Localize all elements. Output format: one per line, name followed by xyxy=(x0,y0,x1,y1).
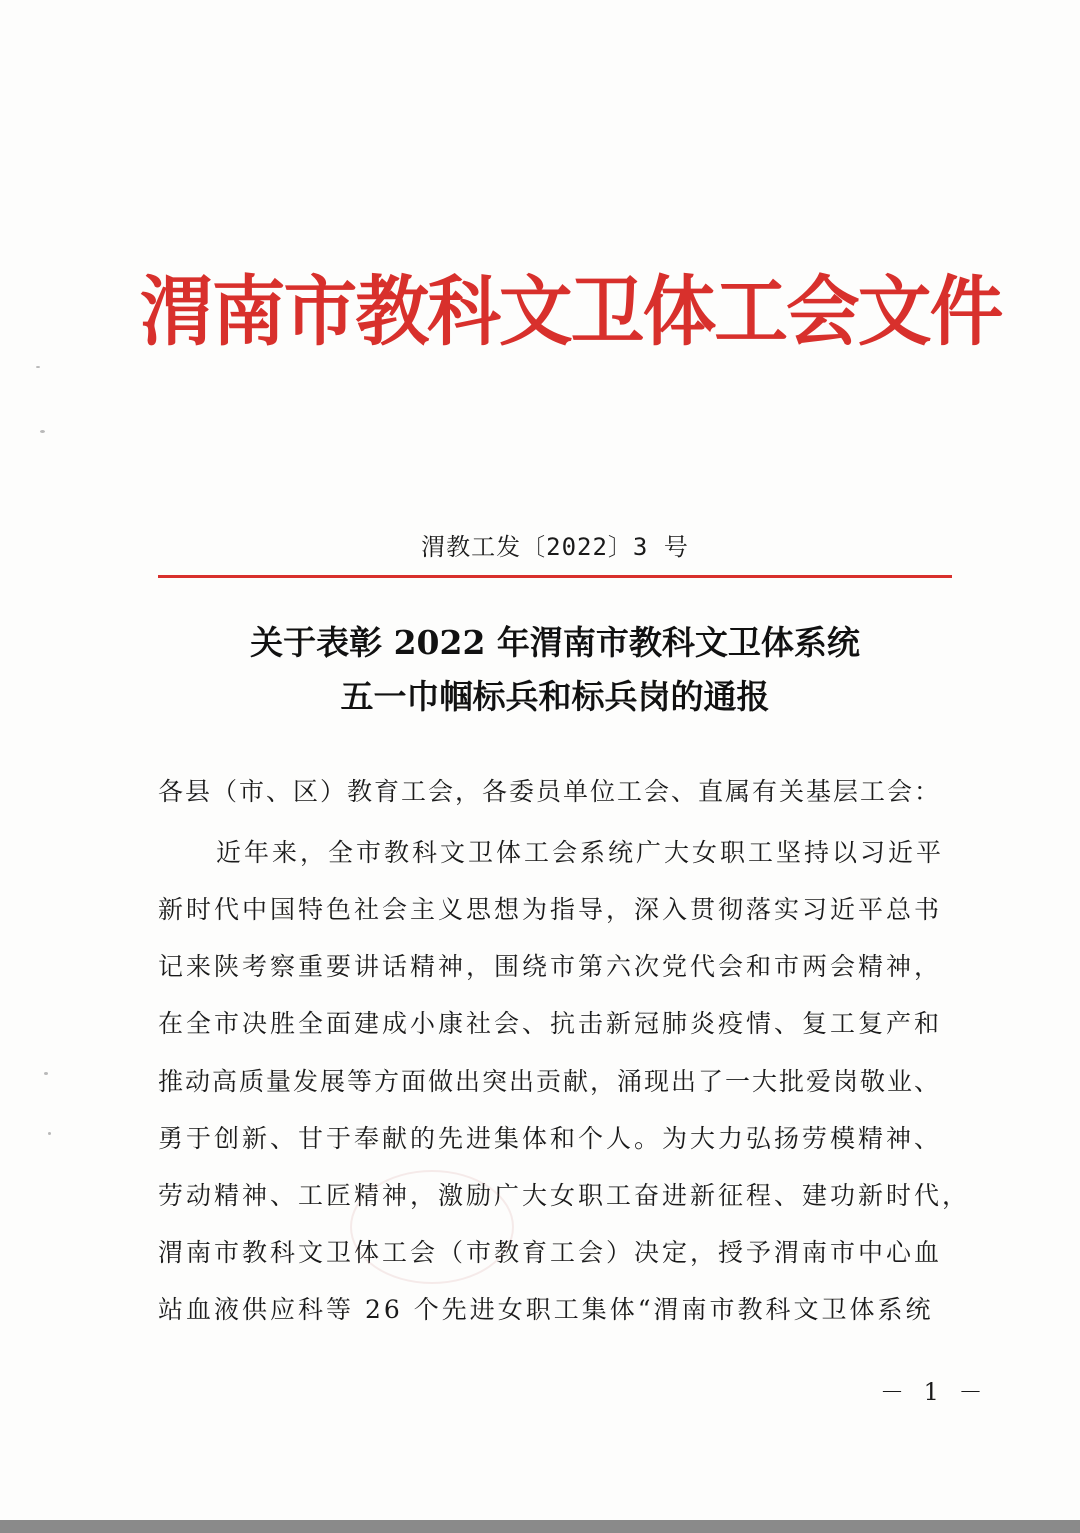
scan-speck xyxy=(40,430,45,433)
body-line: 勇于创新、甘于奉献的先进集体和个人。为大力弘扬劳模精神、 xyxy=(158,1124,943,1153)
body-line: 近年来，全市教科文卫体工会系统广大女职工坚持以习近平 xyxy=(216,838,945,867)
addressee-line: 各县（市、区）教育工会，各委员单位工会、直属有关基层工会： xyxy=(158,777,942,806)
red-divider-rule xyxy=(158,575,952,578)
subject-line-2: 五一巾帼标兵和标兵岗的通报 xyxy=(340,677,770,716)
document-subject xyxy=(150,616,960,724)
faint-seal-impression xyxy=(350,1170,514,1284)
body-line: 站血液供应科等 26 个先进女职工集体“渭南市教科文卫体系统 xyxy=(158,1295,934,1324)
scan-bottom-edge xyxy=(0,1520,1080,1533)
body-line: 新时代中国特色社会主义思想为指导，深入贯彻落实习近平总书 xyxy=(158,895,943,924)
subject-line-1: 关于表彰 2022 年渭南市教科文卫体系统 xyxy=(250,623,860,662)
scan-speck xyxy=(44,1072,48,1075)
scan-speck xyxy=(36,366,40,368)
body-line: 记来陕考察重要讲话精神，围绕市第六次党代会和市两会精神， xyxy=(158,952,943,981)
body-line: 推动高质量发展等方面做出突出贡献，涌现出了一大批爱岗敬业、 xyxy=(158,1067,942,1096)
body-line: 在全市决胜全面建成小康社会、抗击新冠肺炎疫情、复工复产和 xyxy=(158,1009,943,1038)
body-line: 劳动精神、工匠精神，激励广大女职工奋进新征程、建功新时代， xyxy=(158,1181,971,1210)
page-number: － 1 － xyxy=(880,1378,989,1406)
body-line: 渭南市教科文卫体工会（市教育工会）决定，授予渭南市中心血 xyxy=(158,1238,943,1267)
document-number: 渭教工发〔2022〕3 号 xyxy=(421,533,689,561)
scan-speck xyxy=(48,1132,51,1135)
document-header-title: 渭南市教科文卫体工会文件 xyxy=(140,267,1002,356)
